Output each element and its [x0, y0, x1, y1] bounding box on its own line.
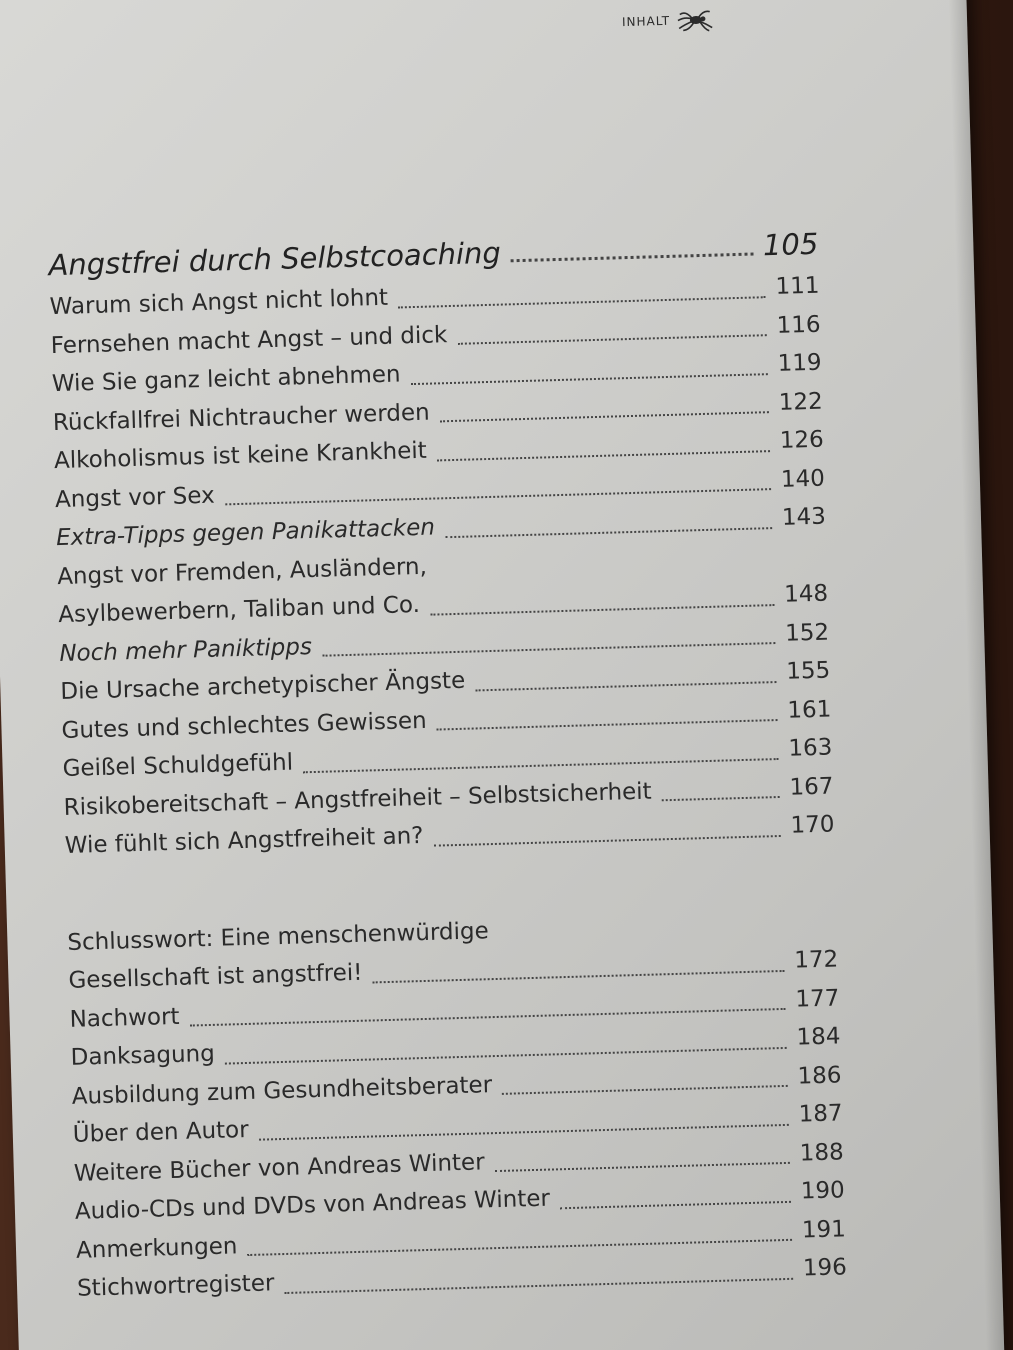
entry-title: Über den Autor [72, 1116, 249, 1148]
entry-page-number: 116 [776, 311, 821, 339]
entry-page-number: 186 [797, 1061, 842, 1090]
dot-leader [373, 969, 785, 983]
entry-title: Rückfallfrei Nichtraucher werden [52, 399, 430, 436]
dot-leader [437, 450, 770, 461]
entry-page-number: 143 [781, 503, 827, 531]
spider-icon [676, 7, 717, 32]
entry-page-number: 177 [795, 984, 840, 1013]
entry-title-line2: Gesellschaft ist angstfrei! [68, 959, 363, 994]
entry-title-line1: Angst vor Fremden, Ausländern, [56, 553, 428, 590]
section-title: Angstfrei durch Selbstcoaching [48, 235, 502, 283]
entry-page-number: 140 [780, 465, 826, 493]
entry-title: Alkoholismus ist keine Krankheit [53, 437, 428, 475]
header-label: INHALT [621, 13, 671, 30]
entry-page-number: 188 [799, 1138, 844, 1167]
entry-title: Geißel Schuldgefühl [62, 749, 294, 783]
entry-title: Nachwort [69, 1003, 180, 1033]
dot-leader [662, 796, 780, 801]
dot-leader [285, 1277, 794, 1293]
entry-title: Wie Sie ganz leicht abnehmen [51, 361, 401, 398]
entry-title: Danksagung [70, 1040, 216, 1071]
entry-title: Wie fühlt sich Angstfreiheit an? [64, 822, 424, 859]
entry-title: Risikobereitschaft – Angstfreiheit – Selbstsicherheit [63, 778, 652, 821]
entry-title: Gutes und schlechtes Gewissen [61, 707, 428, 744]
entry-page-number: 184 [796, 1023, 841, 1051]
entry-title: Audio-CDs und DVDs von Andreas Winter [74, 1185, 551, 1225]
entry-page-number: 126 [779, 426, 825, 454]
dot-leader [495, 1162, 790, 1172]
entry-title: Weitere Bücher von Andreas Winter [73, 1148, 485, 1187]
entry-title: Warum sich Angst nicht lohnt [49, 284, 389, 321]
entry-page-number: 191 [801, 1215, 847, 1244]
entry-title: Ausbildung zum Gesundheitsberater [71, 1071, 493, 1110]
entry-page-number: 187 [798, 1100, 843, 1128]
entry-page-number: 190 [800, 1177, 846, 1205]
entry-title: Extra-Tipps gegen Panikattacken [55, 514, 436, 552]
dot-leader [560, 1200, 791, 1208]
page-edge-shadow [947, 0, 1005, 1350]
entry-page-number: 122 [778, 388, 824, 416]
entry-page-number: 161 [786, 696, 832, 724]
dot-leader [411, 373, 768, 385]
entry-page-number: 163 [788, 734, 833, 762]
entry-title: Noch mehr Paniktipps [59, 633, 313, 667]
dot-leader [434, 834, 781, 846]
entry-title: Die Ursache archetypischer Ängste [60, 667, 466, 706]
dot-leader [502, 1085, 788, 1095]
dot-leader [511, 253, 753, 263]
entry-page-number: 155 [785, 657, 831, 685]
dot-leader [437, 719, 778, 731]
entry-page-number: 170 [790, 811, 835, 839]
dot-leader [457, 334, 766, 345]
dot-leader [398, 296, 766, 308]
entry-page-number: 148 [783, 580, 829, 608]
dot-leader [440, 411, 769, 422]
entry-page-number: 196 [802, 1254, 848, 1282]
running-header [622, 7, 717, 34]
dot-leader [475, 681, 776, 691]
entry-page-number: 167 [789, 772, 834, 801]
dot-leader [430, 604, 774, 616]
table-of-contents [48, 227, 847, 1309]
entry-page-number: 111 [775, 272, 820, 300]
entry-page-number: 152 [784, 619, 830, 647]
entry-page-number: 172 [793, 946, 839, 974]
entry-title: Fernsehen macht Angst – und dick [50, 321, 448, 359]
section-page-number: 105 [762, 226, 819, 263]
dot-leader [445, 527, 772, 538]
entry-title: Angst vor Sex [54, 482, 216, 513]
entry-title: Anmerkungen [75, 1232, 238, 1264]
entry-title-line2: Asylbewerbern, Taliban und Co. [57, 591, 421, 629]
entry-page-number: 119 [777, 349, 822, 377]
entry-title-line1: Schlusswort: Eine menschenwürdige [67, 917, 490, 956]
entry-title: Stichwortregister [76, 1270, 275, 1302]
